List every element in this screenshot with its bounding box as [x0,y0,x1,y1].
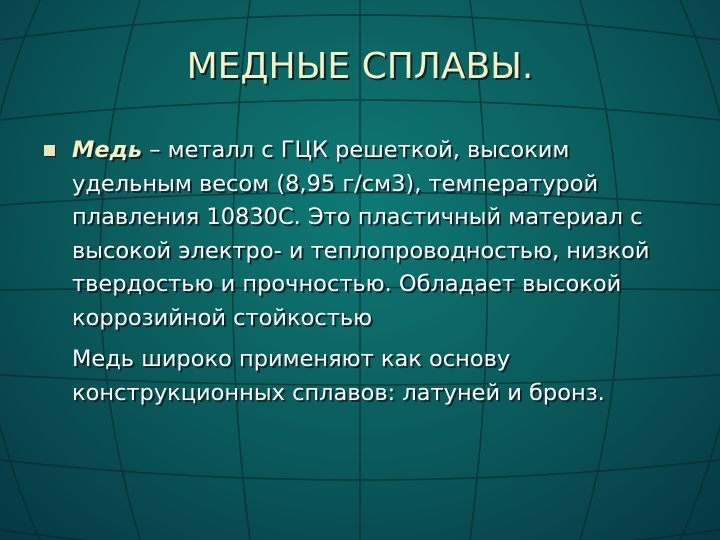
slide-content [44,134,684,410]
slide-title: МЕДНЫЕ СПЛАВЫ. [186,46,534,87]
bullet-paragraph [72,134,684,335]
bullet-lead-term: Медь [72,137,143,163]
body-paragraph: Медь широко применяют как основу конструкционных сплавов: латуней и бронз. [72,346,605,406]
bullet-square-icon [44,145,55,156]
bullet-text: – металл с ГЦК решеткой, высоким удельным весом (8,95 г/см3), температурой плавления 10830С. Это пластичный материал с высокой электро- и теплопроводностью, низкой твердостью и прочностью. Обладает высокой коррозийной стойкостью [72,137,650,331]
